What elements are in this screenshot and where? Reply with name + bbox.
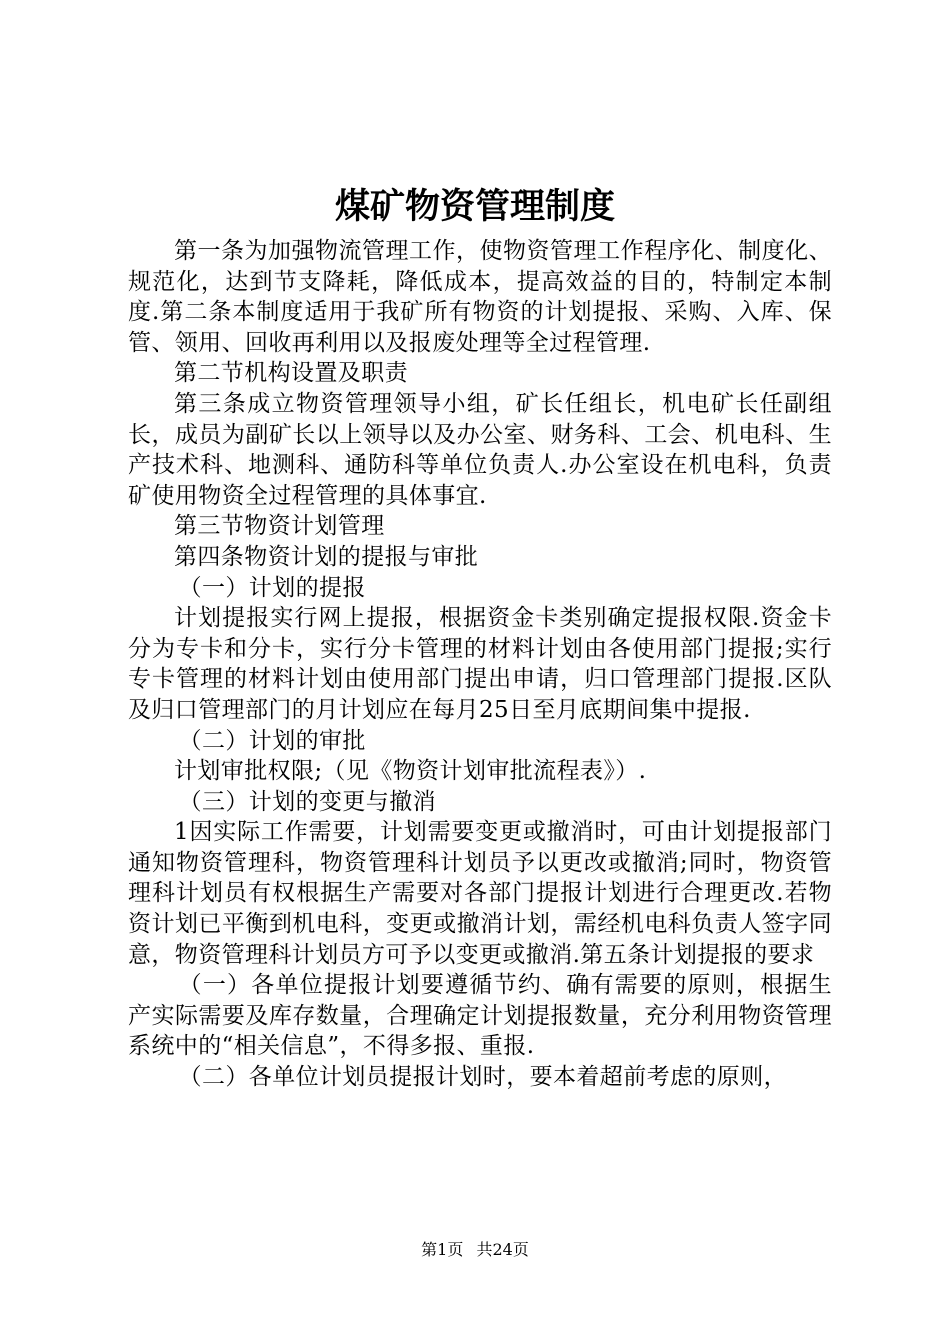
page-footer bbox=[0, 1240, 950, 1260]
paragraph: 第三条成立物资管理领导小组，矿长任组长，机电矿长任副组长，成员为副矿长以上领导以及办公室、财务科、工会、机电科、生产技术科、地测科、通防科等单位负责人.办公室设在机电科，负责矿使用物资全过程管理的具体事宜. bbox=[128, 390, 832, 509]
section-heading: 第三节物资计划管理 bbox=[174, 513, 385, 540]
document-title: 煤矿物资管理制度 bbox=[334, 186, 615, 227]
document-body bbox=[128, 236, 832, 1093]
subsection-heading: （三）计划的变更与撤消 bbox=[178, 788, 436, 815]
article-heading: 第四条物资计划的提报与审批 bbox=[174, 543, 479, 570]
paragraph: （一）各单位提报计划要遵循节约、确有需要的原则，根据生产实际需要及库存数量，合理确定计划提报数量，充分利用物资管理系统中的“相关信息”，不得多报、重报. bbox=[128, 972, 832, 1060]
page-number: 第1页 bbox=[421, 1240, 464, 1259]
paragraph: 第一条为加强物流管理工作，使物资管理工作程序化、制度化、规范化，达到节支降耗，降低成本，提高效益的目的，特制定本制度.第二条本制度适用于我矿所有物资的计划提报、采购、入库、保管、领用、回收再利用以及报废处理等全过程管理. bbox=[128, 238, 832, 356]
subsection-heading: （二）计划的审批 bbox=[178, 727, 366, 754]
paragraph: 计划审批权限;（见《物资计划审批流程表》）. bbox=[174, 758, 647, 785]
paragraph: 1因实际工作需要，计划需要变更或撤消时，可由计划提报部门通知物资管理科，物资管理科计划员予以更改或撤消;同时，物资管理科计划员有权根据生产需要对各部门提报计划进行合理更改.若物资计划已平衡到机电科，变更或撤消计划，需经机电科负责人签字同意，物资管理科计划员方可予以变更或撤消.第五条计划提报的要求 bbox=[128, 819, 832, 968]
paragraph: 计划提报实行网上提报，根据资金卡类别确定提报权限.资金卡分为专卡和分卡，实行分卡管理的材料计划由各使用部门提报;实行专卡管理的材料计划由使用部门提出申请，归口管理部门提报.区队及归口管理部门的月计划应在每月25日至月底期间集中提报. bbox=[128, 605, 832, 723]
subsection-heading: （一）计划的提报 bbox=[178, 574, 366, 601]
page-total: 共24页 bbox=[476, 1240, 529, 1259]
paragraph: （二）各单位计划员提报计划时，要本着超前考虑的原则， bbox=[178, 1064, 787, 1091]
section-heading: 第二节机构设置及职责 bbox=[174, 360, 408, 387]
